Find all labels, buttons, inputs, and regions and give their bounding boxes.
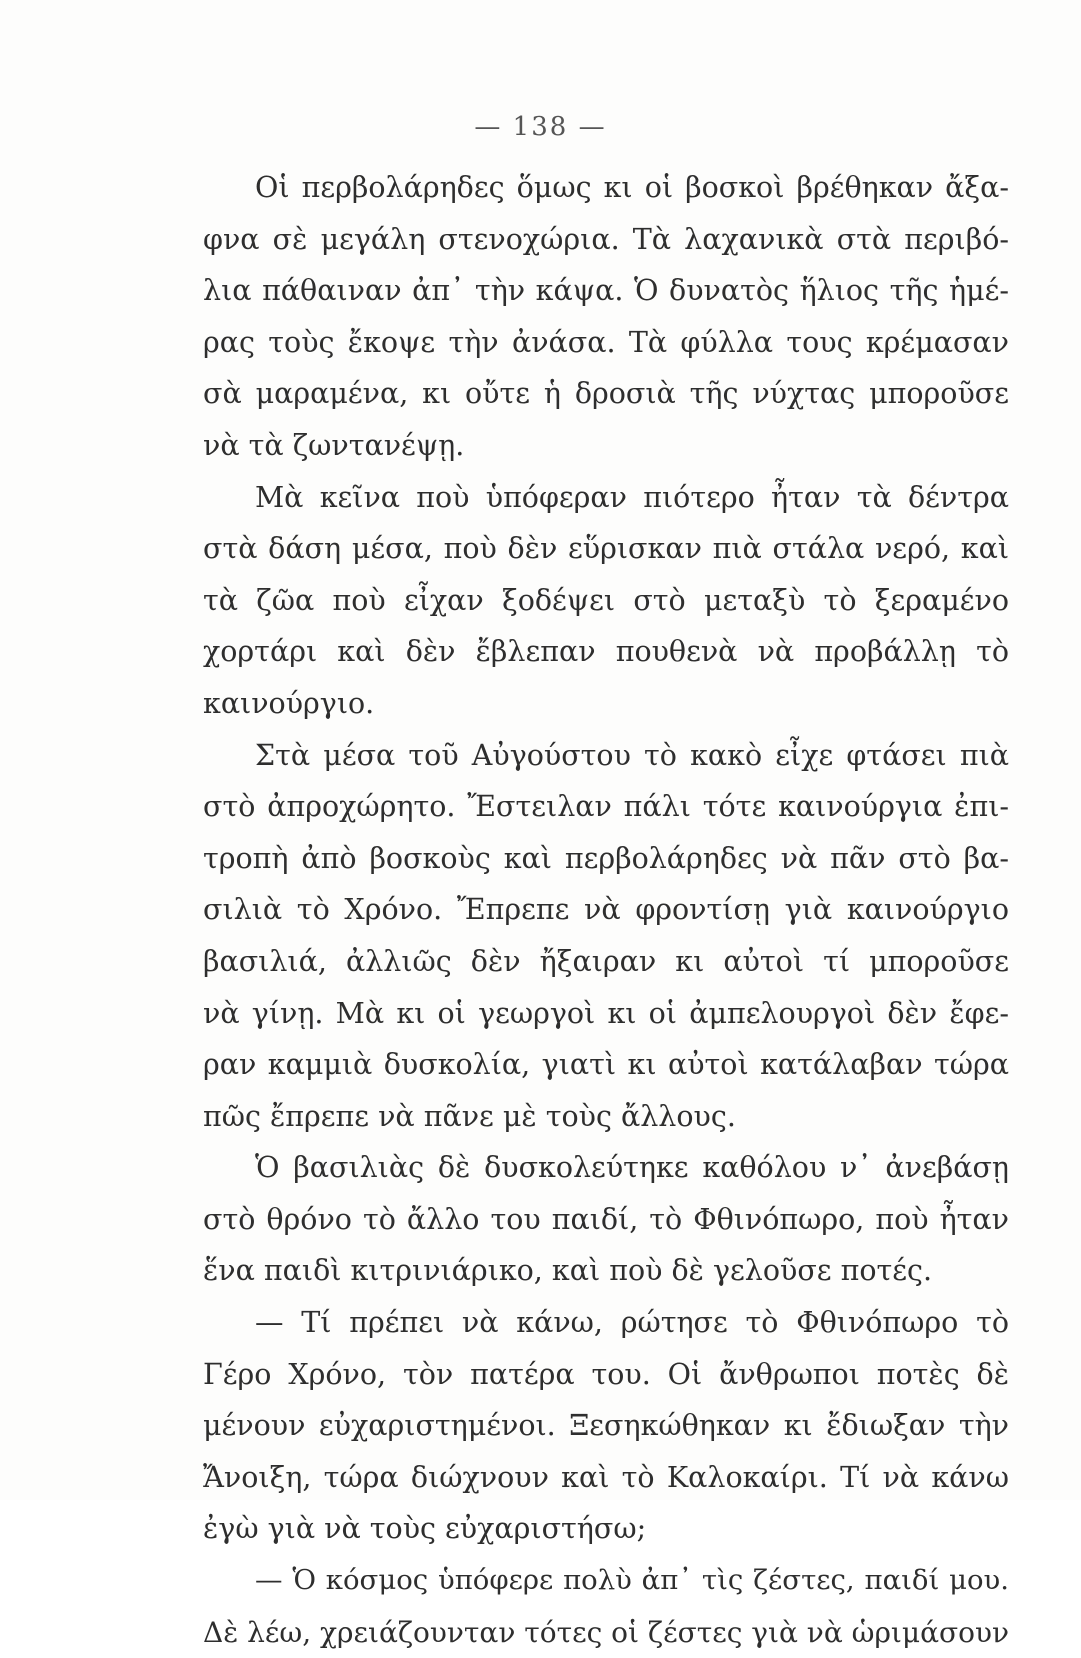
text-line: Ὁ βασιλιὰς δὲ δυσκολεύτηκε καθόλου ν᾽ ἀνεβάσῃ xyxy=(255,1151,1009,1185)
text-line: φνα σὲ μεγάλη στενοχώρια. Τὰ λαχανικὰ στὰ περιβό- xyxy=(203,222,1009,256)
text-line: Δὲ λέω, χρειάζουνταν τότες οἱ ζέστες γιὰ νὰ ὡριμάσουν xyxy=(203,1615,1010,1649)
text-line: Ἄνοιξη, τώρα διώχνουν καὶ τὸ Καλοκαίρι. Τί νὰ κάνω xyxy=(203,1460,1009,1494)
page-number: — 138 — xyxy=(474,112,607,142)
text-line: πῶς ἔπρεπε νὰ πᾶνε μὲ τοὺς ἄλλους. xyxy=(203,1099,736,1133)
text-line: νὰ γίνῃ. Μὰ κι οἱ γεωργοὶ κι οἱ ἀμπελουργοὶ δὲν ἔφε- xyxy=(203,996,1009,1030)
text-line: Οἱ περβολάρηδες ὅμως κι οἱ βοσκοὶ βρέθηκαν ἄξα- xyxy=(255,171,1009,204)
text-line: Μὰ κεῖνα ποὺ ὑπόφεραν πιότερο ἦταν τὰ δέντρα xyxy=(255,480,1009,514)
body-text xyxy=(203,162,1009,1658)
text-line: μένουν εὐχαριστημένοι. Ξεσηκώθηκαν κι ἔδιωξαν τὴν xyxy=(203,1409,1009,1443)
text-line: τροπὴ ἀπὸ βοσκοὺς καὶ περβολάρηδες νὰ πᾶν στὸ βα- xyxy=(203,841,1009,875)
text-line: χορτάρι καὶ δὲν ἔβλεπαν πουθενὰ νὰ προβάλλῃ τὸ xyxy=(203,635,1009,669)
text-line: ρας τοὺς ἔκοψε τὴν ἀνάσα. Τὰ φύλλα τους κρέμασαν xyxy=(203,325,1009,359)
text-line: λια πάθαιναν ἀπ᾽ τὴν κάψα. Ὁ δυνατὸς ἥλιος τῆς ἡμέ- xyxy=(203,274,1009,308)
text-line: νὰ τὰ ζωντανέψῃ. xyxy=(203,428,465,462)
text-line: — Τί πρέπει νὰ κάνω, ρώτησε τὸ Φθινόπωρο τὸ xyxy=(255,1306,1009,1340)
text-line: Στὰ μέσα τοῦ Αὐγούστου τὸ κακὸ εἶχε φτάσει πιὰ xyxy=(255,738,1009,772)
text-line: σὰ μαραμένα, κι οὔτε ἡ δροσιὰ τῆς νύχτας μποροῦσε xyxy=(203,377,1009,411)
text-line: στὸ ἀπροχώρητο. Ἔστειλαν πάλι τότε καινούργια ἐπι- xyxy=(203,790,1009,824)
text-line: στὰ δάση μέσα, ποὺ δὲν εὕρισκαν πιὰ στάλα νερό, καὶ xyxy=(203,532,1009,566)
text-line: — Ὁ κόσμος ὑπόφερε πολὺ ἀπ᾽ τὶς ζέστες, παιδί μου. xyxy=(255,1564,1009,1597)
text-line: ἕνα παιδὶ κιτρινιάρικο, καὶ ποὺ δὲ γελοῦσε ποτές. xyxy=(203,1254,933,1288)
text-line: ἐγὼ γιὰ νὰ τοὺς εὐχαριστήσω; xyxy=(203,1512,647,1546)
text-line: τὰ ζῶα ποὺ εἶχαν ξοδέψει στὸ μεταξὺ τὸ ξεραμένο xyxy=(203,583,1009,617)
text-line: ραν καμμιὰ δυσκολία, γιατὶ κι αὐτοὶ κατάλαβαν τώρα xyxy=(203,1048,1009,1082)
text-line: Γέρο Χρόνο, τὸν πατέρα του. Οἱ ἄνθρωποι ποτὲς δὲ xyxy=(203,1357,1009,1391)
text-line: καινούργιο. xyxy=(203,686,375,720)
text-line: στὸ θρόνο τὸ ἄλλο του παιδί, τὸ Φθινόπωρο, ποὺ ἦταν xyxy=(203,1202,1009,1236)
text-line: σιλιὰ τὸ Χρόνο. Ἔπρεπε νὰ φροντίσῃ γιὰ καινούργιο xyxy=(203,893,1009,927)
text-line: βασιλιά, ἀλλιῶς δὲν ἤξαιραν κι αὐτοὶ τί μποροῦσε xyxy=(203,944,1009,978)
